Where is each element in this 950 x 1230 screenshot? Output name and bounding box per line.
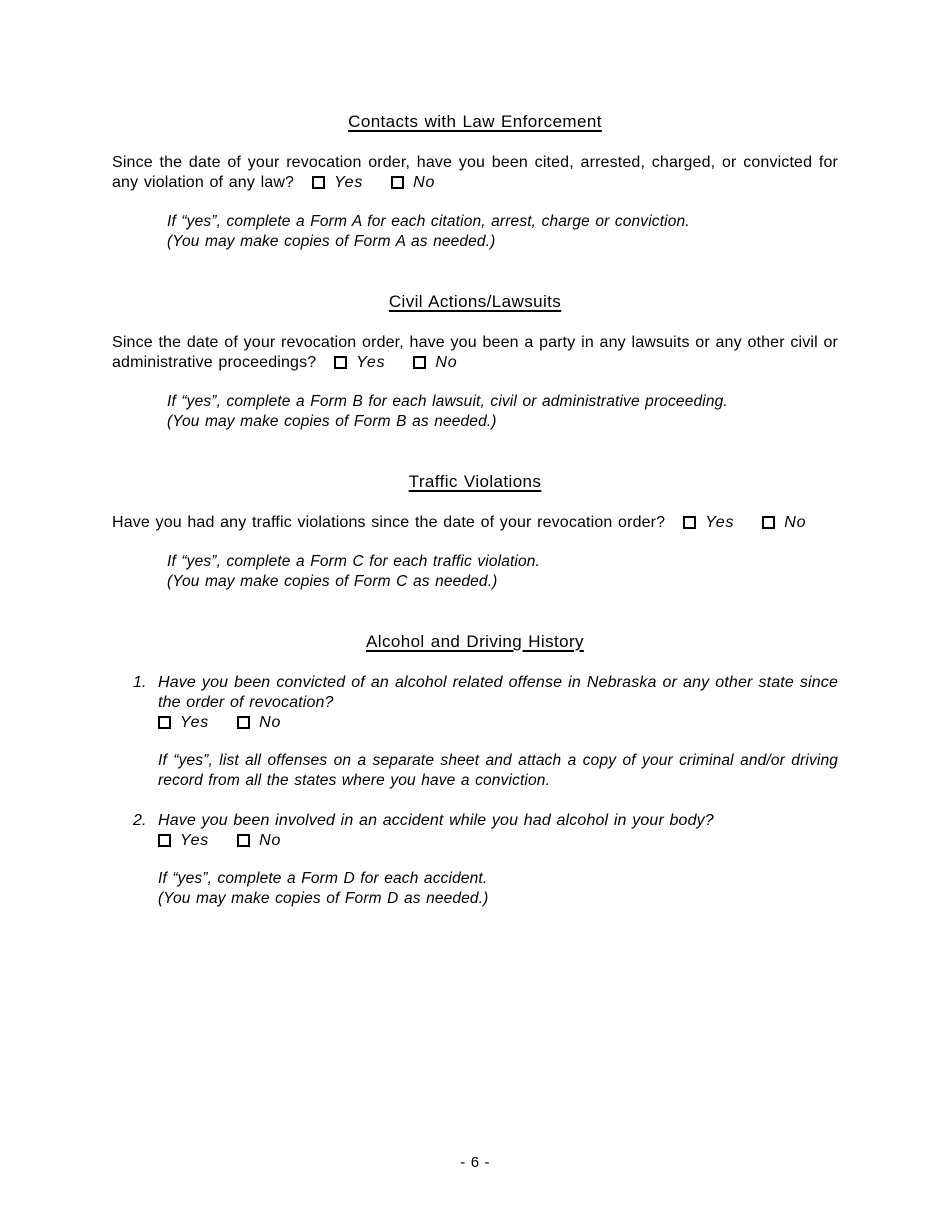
- traffic-no-option: [762, 514, 806, 531]
- page-content: [112, 111, 838, 909]
- alcohol-q1-yes-label: Yes: [180, 714, 210, 731]
- alcohol-q2-no-option: [237, 832, 281, 849]
- civil-yes-label: Yes: [356, 354, 386, 371]
- section-civil-actions-lawsuits: [112, 291, 838, 432]
- section-title: [112, 631, 838, 652]
- question-text: Have you been convicted of an alcohol related offense in Nebraska or any other state since the order of revocation?: [158, 674, 838, 711]
- question-text: Since the date of your revocation order, have you been cited, arrested, charged, or convicted for any violation of any law?: [112, 154, 838, 191]
- alcohol-q1-no-option: [237, 714, 281, 731]
- contacts-instructions: [167, 212, 838, 252]
- section-title-text: Contacts with Law Enforcement: [348, 112, 602, 131]
- civil-no-option: [413, 354, 457, 371]
- civil-yes-checkbox[interactable]: [334, 356, 347, 369]
- traffic-yes-label: Yes: [705, 514, 735, 531]
- contacts-no-checkbox[interactable]: [391, 176, 404, 189]
- alcohol-q1-no-checkbox[interactable]: [237, 716, 250, 729]
- civil-question: [112, 333, 838, 373]
- section-title-text: Traffic Violations: [408, 472, 542, 491]
- question-text: Since the date of your revocation order, have you been a party in any lawsuits or any other civil or administrative proceedings?: [112, 334, 838, 371]
- contacts-question: [112, 153, 838, 193]
- civil-instructions: [167, 392, 838, 432]
- alcohol-question-2: [112, 811, 838, 909]
- alcohol-q2-answers: [158, 831, 838, 851]
- instruction-line: If “yes”, complete a Form C for each traffic violation.: [167, 553, 541, 570]
- item-number: 1.: [133, 674, 147, 691]
- instruction-line: (You may make copies of Form A as needed.): [167, 233, 496, 250]
- contacts-yes-option: [312, 174, 363, 191]
- instruction-line: (You may make copies of Form C as needed.): [167, 573, 498, 590]
- section-traffic-violations: [112, 471, 838, 592]
- traffic-no-checkbox[interactable]: [762, 516, 775, 529]
- item-body: [158, 673, 838, 791]
- traffic-question: [112, 513, 838, 533]
- alcohol-q2-no-label: No: [259, 832, 282, 849]
- section-title-text: Civil Actions/Lawsuits: [388, 292, 562, 311]
- traffic-instructions: [167, 552, 838, 592]
- section-alcohol-and-driving-history: [112, 631, 838, 909]
- item-body: [158, 811, 838, 909]
- instruction-line: If “yes”, complete a Form A for each citation, arrest, charge or conviction.: [167, 213, 690, 230]
- alcohol-question-1: [112, 673, 838, 791]
- instruction-line: If “yes”, list all offenses on a separate sheet and attach a copy of your criminal and/or driving record from all the states where you have a conviction.: [158, 752, 838, 789]
- alcohol-q1-yes-checkbox[interactable]: [158, 716, 171, 729]
- section-title-text: Alcohol and Driving History: [366, 632, 584, 651]
- contacts-yes-label: Yes: [334, 174, 364, 191]
- alcohol-q1-answers: [158, 713, 838, 733]
- civil-no-label: No: [435, 354, 458, 371]
- instruction-line: (You may make copies of Form D as needed.): [158, 890, 489, 907]
- section-title: [112, 291, 838, 312]
- alcohol-q2-no-checkbox[interactable]: [237, 834, 250, 847]
- page-number: - 6 -: [460, 1154, 490, 1171]
- traffic-no-label: No: [784, 514, 807, 531]
- item-number: 2.: [133, 812, 147, 829]
- alcohol-q2-yes-label: Yes: [180, 832, 210, 849]
- alcohol-q1-yes-option: [158, 714, 209, 731]
- section-title: [112, 111, 838, 132]
- alcohol-q1-instructions: [158, 751, 838, 791]
- traffic-yes-checkbox[interactable]: [683, 516, 696, 529]
- civil-yes-option: [334, 354, 385, 371]
- section-contacts-with-law-enforcement: [112, 111, 838, 252]
- question-text: Have you had any traffic violations since the date of your revocation order?: [112, 514, 666, 531]
- section-title: [112, 471, 838, 492]
- alcohol-q2-instructions: [158, 869, 838, 909]
- alcohol-q1-no-label: No: [259, 714, 282, 731]
- instruction-line: If “yes”, complete a Form D for each accident.: [158, 870, 488, 887]
- contacts-yes-checkbox[interactable]: [312, 176, 325, 189]
- question-text: Have you been involved in an accident while you had alcohol in your body?: [158, 812, 714, 829]
- traffic-yes-option: [683, 514, 734, 531]
- alcohol-q2-yes-checkbox[interactable]: [158, 834, 171, 847]
- instruction-line: If “yes”, complete a Form B for each lawsuit, civil or administrative proceeding.: [167, 393, 728, 410]
- contacts-no-label: No: [413, 174, 436, 191]
- alcohol-q2-yes-option: [158, 832, 209, 849]
- instruction-line: (You may make copies of Form B as needed.): [167, 413, 497, 430]
- contacts-no-option: [391, 174, 435, 191]
- civil-no-checkbox[interactable]: [413, 356, 426, 369]
